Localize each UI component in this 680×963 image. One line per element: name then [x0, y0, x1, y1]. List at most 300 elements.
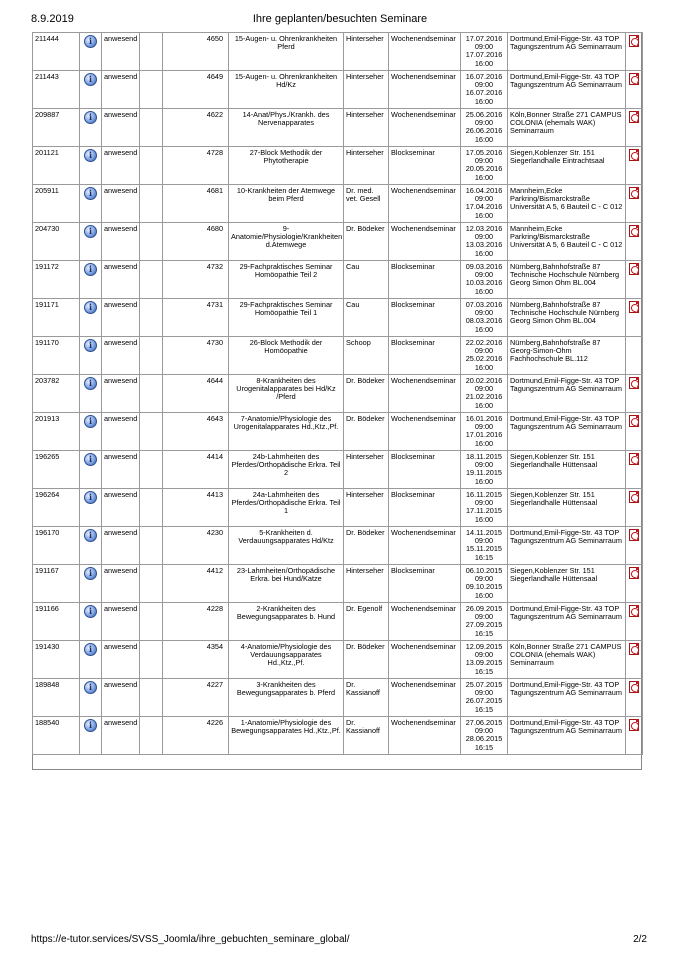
seminar-title-cell	[229, 375, 344, 413]
seminar-type: Wochenendseminar	[391, 224, 456, 233]
info-icon[interactable]	[84, 339, 97, 352]
seminar-title: 14-Anat/Phys./Krankh. des Nervenapparates	[242, 110, 330, 128]
table-row	[33, 261, 643, 299]
seminar-type: Wochenendseminar	[391, 680, 456, 689]
pdf-icon[interactable]	[629, 415, 639, 427]
info-cell[interactable]	[80, 261, 102, 299]
pdf-cell[interactable]	[626, 641, 643, 679]
booking-id: 196170	[35, 528, 60, 537]
seminar-title-cell	[229, 413, 344, 451]
info-icon[interactable]	[84, 73, 97, 86]
info-cell[interactable]	[80, 109, 102, 147]
seminar-title-cell	[229, 565, 344, 603]
pdf-cell[interactable]	[626, 223, 643, 261]
location-text: Dortmund,Emil-Figge-Str. 43 TOP Tagungszentrum AG Seminarraum	[510, 34, 622, 52]
seminar-title: 27-Block Methodik der Phytotherapie	[249, 148, 323, 166]
location-cell	[508, 185, 626, 223]
status-text: anwesend	[104, 490, 138, 499]
lecturer-name: Dr. Bödeker	[346, 376, 385, 385]
lecturer-cell	[344, 375, 389, 413]
location-cell	[508, 109, 626, 147]
pdf-icon[interactable]	[629, 263, 639, 275]
status-text: anwesend	[104, 224, 138, 233]
date-start: 16.01.2016	[465, 414, 503, 423]
time-end: 16:00	[474, 134, 494, 144]
table-row	[33, 603, 643, 641]
lecturer-cell	[344, 451, 389, 489]
status-cell	[102, 717, 140, 755]
info-icon[interactable]	[84, 111, 97, 124]
time-start: 09:00	[474, 460, 494, 470]
date-start: 07.03.2016	[465, 300, 503, 309]
date-cell	[461, 337, 508, 375]
info-cell[interactable]	[80, 489, 102, 527]
pdf-cell[interactable]	[626, 717, 643, 755]
table-row	[33, 299, 643, 337]
status-cell	[102, 565, 140, 603]
lecturer-cell	[344, 223, 389, 261]
seminar-number-cell	[163, 679, 229, 717]
pdf-icon[interactable]	[629, 567, 639, 579]
seminar-type-cell	[389, 565, 461, 603]
booking-id: 191430	[35, 642, 60, 651]
booking-id: 203782	[35, 376, 60, 385]
location-text: Mannheim,Ecke Parkring/Bismarckstraße Universität A 5, 6 Bauteil C - C 012	[510, 224, 623, 250]
lecturer-name: Hinterseher	[346, 110, 384, 119]
pdf-cell[interactable]	[626, 261, 643, 299]
pdf-icon[interactable]	[629, 719, 639, 731]
pdf-icon[interactable]	[629, 187, 639, 199]
booking-id: 205911	[35, 186, 59, 195]
date-end: 10.03.2016	[465, 278, 503, 288]
pdf-icon[interactable]	[629, 377, 639, 389]
info-icon[interactable]	[84, 301, 97, 314]
seminar-title: 3-Krankheiten des Bewegungsapparates b. Pferd	[236, 680, 336, 698]
info-cell[interactable]	[80, 413, 102, 451]
location-text: Köln,Bonner Straße 271 CAMPUS COLONIA (ehemals WAK) Seminarraum	[510, 110, 622, 136]
booking-id-cell	[33, 109, 80, 147]
date-end: 13.09.2015	[465, 658, 503, 668]
info-cell[interactable]	[80, 33, 102, 71]
seminar-title: 2-Krankheiten des Bewegungsapparates b. Hund	[236, 604, 336, 622]
seminar-type: Wochenendseminar	[391, 642, 456, 651]
date-end: 27.09.2015	[465, 620, 503, 630]
lecturer-cell	[344, 489, 389, 527]
date-cell	[461, 527, 508, 565]
seminar-title: 24b-Lahmheiten des Pferdes/Orthopädische Erkra. Teil 2	[231, 452, 341, 478]
status-cell	[102, 527, 140, 565]
seminar-number-cell	[163, 299, 229, 337]
table-row	[33, 451, 643, 489]
lecturer-name: Dr. Kassianoff	[346, 680, 380, 698]
pdf-icon[interactable]	[629, 149, 639, 161]
seminar-rows	[33, 33, 643, 755]
page-number: 2/2	[633, 934, 647, 945]
info-cell[interactable]	[80, 527, 102, 565]
date-cell	[461, 33, 508, 71]
seminar-number-cell	[163, 261, 229, 299]
time-end: 16:00	[474, 514, 494, 524]
booking-id-cell	[33, 375, 80, 413]
info-icon[interactable]	[84, 491, 97, 504]
booking-id: 196264	[35, 490, 60, 499]
date-end: 17.11.2015	[466, 506, 502, 516]
location-cell	[508, 527, 626, 565]
info-cell[interactable]	[80, 185, 102, 223]
date-cell	[461, 451, 508, 489]
seminar-number-cell	[163, 375, 229, 413]
empty-cell	[140, 679, 163, 717]
location-text: Dortmund,Emil-Figge-Str. 43 TOP Tagungszentrum AG Seminarraum	[510, 680, 622, 698]
location-cell	[508, 33, 626, 71]
location-cell	[508, 223, 626, 261]
status-cell	[102, 299, 140, 337]
info-cell[interactable]	[80, 71, 102, 109]
lecturer-cell	[344, 565, 389, 603]
date-start: 06.10.2015	[465, 566, 503, 575]
seminar-type-cell	[389, 489, 461, 527]
table-row	[33, 717, 643, 755]
location-cell	[508, 565, 626, 603]
booking-id: 191167	[35, 566, 59, 575]
empty-cell	[140, 527, 163, 565]
location-cell	[508, 375, 626, 413]
empty-cell	[140, 717, 163, 755]
table-row	[33, 641, 643, 679]
date-start: 16.07.2016	[465, 72, 503, 81]
status-text: anwesend	[104, 604, 138, 613]
time-start: 09:00	[474, 612, 494, 622]
pdf-cell[interactable]	[626, 413, 643, 451]
seminar-table	[32, 32, 643, 773]
booking-id: 191166	[35, 604, 59, 613]
location-text: Mannheim,Ecke Parkring/Bismarckstraße Universität A 5, 6 Bauteil C - C 012	[510, 186, 623, 212]
seminar-number: 4731	[206, 300, 223, 309]
pdf-cell[interactable]	[626, 679, 643, 717]
lecturer-cell	[344, 71, 389, 109]
seminar-number: 4228	[206, 604, 223, 613]
pdf-cell	[626, 337, 643, 375]
status-cell	[102, 261, 140, 299]
seminar-title-cell	[229, 337, 344, 375]
time-start: 09:00	[474, 726, 494, 736]
info-cell[interactable]	[80, 717, 102, 755]
pdf-icon[interactable]	[629, 301, 639, 313]
pdf-cell[interactable]	[626, 603, 643, 641]
location-cell	[508, 337, 626, 375]
date-start: 18.11.2015	[466, 452, 502, 461]
lecturer-name: Hinterseher	[346, 34, 384, 43]
pdf-cell[interactable]	[626, 33, 643, 71]
pdf-cell[interactable]	[626, 527, 643, 565]
empty-cell	[140, 375, 163, 413]
lecturer-name: Hinterseher	[346, 566, 384, 575]
status-cell	[102, 641, 140, 679]
seminar-type: Blockseminar	[391, 566, 435, 575]
empty-cell	[140, 71, 163, 109]
booking-id: 204730	[35, 224, 60, 233]
empty-cell	[140, 261, 163, 299]
booking-id-cell	[33, 223, 80, 261]
status-cell	[102, 679, 140, 717]
info-icon[interactable]	[84, 681, 97, 694]
seminar-type: Blockseminar	[391, 148, 435, 157]
booking-id: 211444	[35, 34, 59, 43]
status-text: anwesend	[104, 34, 138, 43]
info-cell[interactable]	[80, 451, 102, 489]
date-end: 28.06.2015	[465, 734, 503, 744]
status-cell	[102, 603, 140, 641]
table-row	[33, 223, 643, 261]
booking-id-cell	[33, 337, 80, 375]
time-end: 16:15	[474, 552, 494, 562]
seminar-type: Blockseminar	[391, 300, 435, 309]
empty-cell	[140, 223, 163, 261]
empty-cell	[140, 33, 163, 71]
status-text: anwesend	[104, 414, 138, 423]
date-start: 09.03.2016	[465, 262, 503, 271]
seminar-title: 23-Lahmheiten/Orthopädische Erkra. bei Hund/Katze	[236, 566, 336, 584]
seminar-number: 4649	[206, 72, 223, 81]
lecturer-cell	[344, 679, 389, 717]
lecturer-name: Dr. Bödeker	[346, 224, 385, 233]
lecturer-cell	[344, 527, 389, 565]
time-end: 16:00	[474, 362, 494, 372]
date-start: 25.06.2016	[465, 110, 503, 119]
date-cell	[461, 71, 508, 109]
info-cell[interactable]	[80, 603, 102, 641]
seminar-title: 8-Krankheiten des Urogenitalapparates bei Hd/Kz /Pferd	[236, 376, 336, 402]
info-cell[interactable]	[80, 679, 102, 717]
pdf-icon[interactable]	[629, 605, 639, 617]
pdf-cell[interactable]	[626, 375, 643, 413]
pdf-cell[interactable]	[626, 451, 643, 489]
info-cell[interactable]	[80, 565, 102, 603]
time-start: 09:00	[474, 232, 494, 242]
pdf-icon[interactable]	[629, 111, 639, 123]
seminar-title-cell	[229, 261, 344, 299]
info-icon[interactable]	[84, 225, 97, 238]
info-cell[interactable]	[80, 641, 102, 679]
time-end: 16:00	[474, 438, 494, 448]
location-text: Dortmund,Emil-Figge-Str. 43 TOP Tagungszentrum AG Seminarraum	[510, 376, 622, 394]
seminar-title-cell	[229, 299, 344, 337]
time-end: 16:15	[474, 704, 494, 714]
seminar-title-cell	[229, 223, 344, 261]
info-cell[interactable]	[80, 223, 102, 261]
date-end: 17.01.2016	[465, 430, 503, 440]
info-icon[interactable]	[84, 35, 97, 48]
seminar-title-cell	[229, 451, 344, 489]
lecturer-name: Dr. Bödeker	[346, 642, 385, 651]
seminar-number: 4622	[206, 110, 223, 119]
lecturer-name: Hinterseher	[346, 490, 384, 499]
date-end: 17.07.2016	[465, 50, 503, 60]
pdf-cell[interactable]	[626, 109, 643, 147]
lecturer-cell	[344, 185, 389, 223]
pdf-icon[interactable]	[629, 491, 639, 503]
date-cell	[461, 717, 508, 755]
status-cell	[102, 147, 140, 185]
date-cell	[461, 261, 508, 299]
date-start: 26.09.2015	[465, 604, 503, 613]
location-text: Dortmund,Emil-Figge-Str. 43 TOP Tagungszentrum AG Seminarraum	[510, 528, 622, 546]
table-footer-cell	[33, 755, 643, 773]
seminar-number-cell	[163, 147, 229, 185]
time-start: 09:00	[474, 194, 494, 204]
table-row	[33, 565, 643, 603]
seminar-number: 4643	[206, 414, 223, 423]
info-icon[interactable]	[84, 567, 97, 580]
seminar-number-cell	[163, 603, 229, 641]
pdf-icon[interactable]	[629, 225, 639, 237]
seminar-number: 4650	[206, 34, 223, 43]
lecturer-name: Dr. Egenolf	[346, 604, 383, 613]
status-text: anwesend	[104, 72, 138, 81]
time-end: 16:15	[474, 628, 494, 638]
date-cell	[461, 603, 508, 641]
booking-id: 211443	[35, 72, 59, 81]
time-start: 09:00	[474, 536, 494, 546]
pdf-cell[interactable]	[626, 489, 643, 527]
booking-id-cell	[33, 679, 80, 717]
booking-id-cell	[33, 147, 80, 185]
info-icon[interactable]	[84, 529, 97, 542]
info-cell[interactable]	[80, 375, 102, 413]
pdf-icon[interactable]	[629, 681, 639, 693]
date-start: 12.09.2015	[465, 642, 503, 651]
empty-cell	[140, 147, 163, 185]
table-row	[33, 375, 643, 413]
seminar-type: Blockseminar	[391, 338, 435, 347]
pdf-icon[interactable]	[629, 643, 639, 655]
pdf-icon[interactable]	[629, 453, 639, 465]
table-row	[33, 109, 643, 147]
info-cell[interactable]	[80, 337, 102, 375]
pdf-cell[interactable]	[626, 299, 643, 337]
seminar-title-cell	[229, 147, 344, 185]
location-cell	[508, 299, 626, 337]
time-end: 16:00	[474, 210, 494, 220]
seminar-type: Wochenendseminar	[391, 34, 456, 43]
info-icon[interactable]	[84, 719, 97, 732]
status-text: anwesend	[104, 528, 138, 537]
status-cell	[102, 109, 140, 147]
date-start: 16.04.2016	[465, 186, 503, 195]
pdf-cell[interactable]	[626, 147, 643, 185]
seminar-number: 4728	[206, 148, 223, 157]
lecturer-cell	[344, 33, 389, 71]
seminar-number-cell	[163, 565, 229, 603]
time-end: 16:00	[474, 58, 494, 68]
booking-id-cell	[33, 489, 80, 527]
status-cell	[102, 33, 140, 71]
table-row	[33, 147, 643, 185]
info-icon[interactable]	[84, 149, 97, 162]
date-cell	[461, 489, 508, 527]
lecturer-name: Dr. Kassianoff	[346, 718, 380, 736]
location-text: Nürnberg,Bahnhofstraße 87 Technische Hochschule Nürnberg Georg Simon Ohm BL.004	[510, 300, 620, 326]
lecturer-name: Schoop	[346, 338, 371, 347]
seminar-title: 29-Fachpraktisches Seminar Homöopathie Teil 1	[239, 300, 333, 318]
date-start: 16.11.2015	[466, 490, 502, 499]
info-icon[interactable]	[84, 415, 97, 428]
info-icon[interactable]	[84, 605, 97, 618]
seminar-type-cell	[389, 375, 461, 413]
booking-id-cell	[33, 71, 80, 109]
time-end: 16:00	[474, 400, 494, 410]
location-cell	[508, 147, 626, 185]
seminar-type-cell	[389, 109, 461, 147]
location-text: Siegen,Koblenzer Str. 151 Siegerlandhalle Eintrachtsaal	[510, 148, 605, 166]
lecturer-name: Dr. med. vet. Gesell	[346, 186, 381, 204]
seminar-title-cell	[229, 641, 344, 679]
info-icon[interactable]	[84, 263, 97, 276]
location-cell	[508, 717, 626, 755]
pdf-cell[interactable]	[626, 71, 643, 109]
status-text: anwesend	[104, 718, 138, 727]
seminar-type: Wochenendseminar	[391, 186, 456, 195]
lecturer-cell	[344, 147, 389, 185]
lecturer-cell	[344, 109, 389, 147]
date-cell	[461, 109, 508, 147]
pdf-cell[interactable]	[626, 565, 643, 603]
seminar-number-cell	[163, 337, 229, 375]
booking-id-cell	[33, 261, 80, 299]
location-text: Dortmund,Emil-Figge-Str. 43 TOP Tagungszentrum AG Seminarraum	[510, 604, 622, 622]
seminar-title-cell	[229, 603, 344, 641]
pdf-icon[interactable]	[629, 529, 639, 541]
date-cell	[461, 413, 508, 451]
pdf-icon[interactable]	[629, 35, 639, 47]
info-cell[interactable]	[80, 147, 102, 185]
seminar-type-cell	[389, 71, 461, 109]
booking-id-cell	[33, 299, 80, 337]
seminar-number-cell	[163, 641, 229, 679]
booking-id-cell	[33, 185, 80, 223]
info-icon[interactable]	[84, 377, 97, 390]
pdf-cell[interactable]	[626, 185, 643, 223]
location-cell	[508, 603, 626, 641]
seminar-title: 29-Fachpraktisches Seminar Homöopathie Teil 2	[239, 262, 333, 280]
status-text: anwesend	[104, 680, 138, 689]
date-start: 14.11.2015	[466, 528, 502, 537]
seminar-number: 4732	[206, 262, 223, 271]
seminar-title: 26-Block Methodik der Homöopathie	[249, 338, 323, 356]
info-cell[interactable]	[80, 299, 102, 337]
location-text: Siegen,Koblenzer Str. 151 Siegerlandhalle Hüttensaal	[510, 566, 598, 584]
seminar-title: 7-Anatomie/Physiologie des Urogenitalapparates Hd.,Ktz.,Pf.	[233, 414, 339, 432]
status-cell	[102, 185, 140, 223]
lecturer-name: Hinterseher	[346, 452, 384, 461]
info-icon[interactable]	[84, 453, 97, 466]
seminar-type-cell	[389, 451, 461, 489]
date-start: 17.07.2016	[465, 34, 503, 43]
seminar-title-cell	[229, 109, 344, 147]
seminar-number-cell	[163, 185, 229, 223]
info-icon[interactable]	[84, 643, 97, 656]
empty-cell	[140, 413, 163, 451]
status-text: anwesend	[104, 186, 138, 195]
seminar-number-cell	[163, 413, 229, 451]
seminar-number-cell	[163, 451, 229, 489]
seminar-type-cell	[389, 717, 461, 755]
booking-id: 191171	[35, 300, 59, 309]
table-row	[33, 71, 643, 109]
status-text: anwesend	[104, 110, 138, 119]
pdf-icon[interactable]	[629, 73, 639, 85]
info-icon[interactable]	[84, 187, 97, 200]
